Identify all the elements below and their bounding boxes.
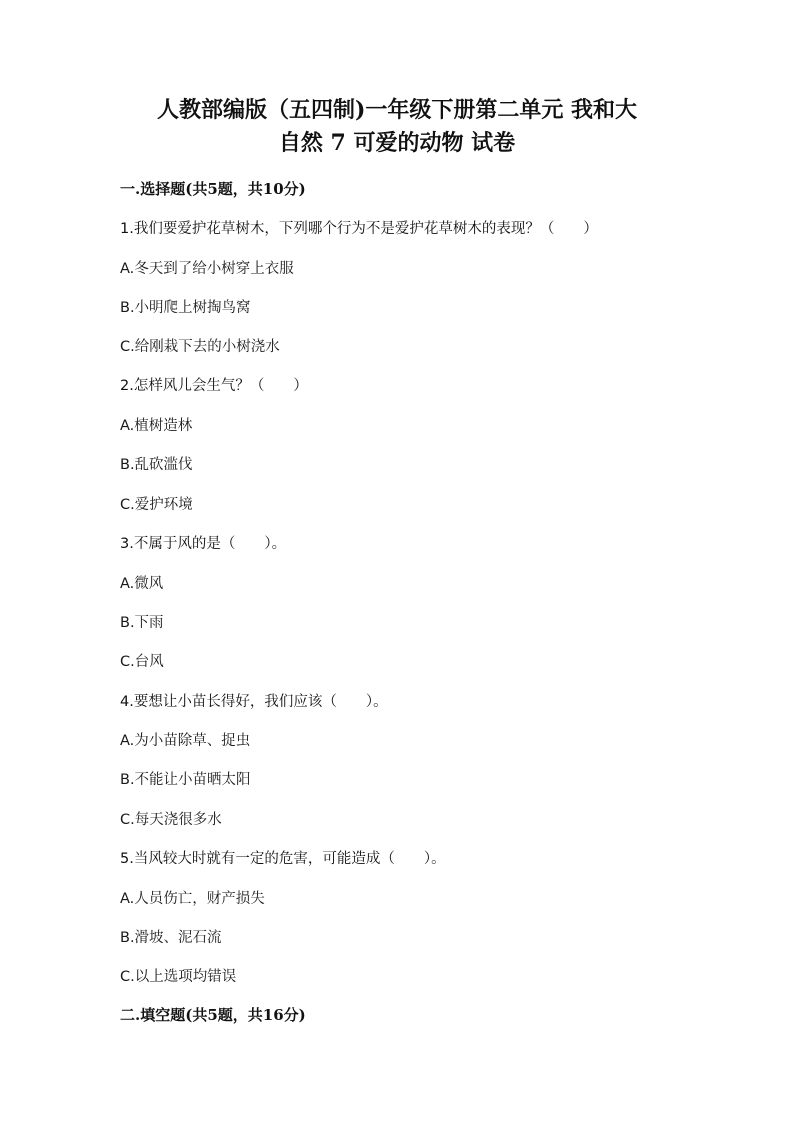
- question-5-option-b: B.滑坡、泥石流: [120, 930, 222, 946]
- question-1-option-a: A.冬天到了给小树穿上衣服: [120, 261, 294, 277]
- question-5-option-c: C.以上选项均错误: [120, 969, 237, 985]
- question-2-stem: 2.怎样风儿会生气？（ ）: [120, 378, 308, 394]
- question-3-option-a: A.微风: [120, 576, 164, 592]
- question-3-stem: 3.不属于风的是（ ）。: [120, 536, 287, 552]
- title-line-1: 人教部编版（五四制)一年级下册第二单元 我和大: [156, 97, 638, 123]
- question-1-option-b: B.小明爬上树掏鸟窝: [120, 300, 251, 316]
- question-4-option-b: B.不能让小苗晒太阳: [120, 772, 251, 788]
- question-3-option-b: B.下雨: [120, 615, 164, 631]
- question-4-option-a: A.为小苗除草、捉虫: [120, 733, 251, 749]
- question-5-option-a: A.人员伤亡，财产损失: [120, 891, 265, 907]
- question-4-option-c: C.每天浇很多水: [120, 812, 222, 828]
- question-4-stem: 4.要想让小苗长得好，我们应该（ ）。: [120, 694, 388, 710]
- section-heading-choice: 一.选择题(共5题，共10分): [120, 180, 306, 198]
- section-heading-fill-in: 二.填空题(共5题，共16分): [120, 1006, 306, 1024]
- question-5-stem: 5.当风较大时就有一定的危害，可能造成（ ）。: [120, 851, 446, 867]
- question-2-option-c: C.爱护环境: [120, 497, 193, 513]
- title-line-2: 自然 7 可爱的动物 试卷: [278, 130, 516, 156]
- question-2-option-a: A.植树造林: [120, 418, 193, 434]
- question-1-stem: 1.我们要爱护花草树木，下列哪个行为不是爱护花草树木的表现？（ ）: [120, 221, 598, 237]
- question-3-option-c: C.台风: [120, 654, 164, 670]
- document-title: [120, 94, 674, 160]
- question-2-option-b: B.乱砍滥伐: [120, 457, 193, 473]
- question-1-option-c: C.给刚栽下去的小树浇水: [120, 339, 280, 355]
